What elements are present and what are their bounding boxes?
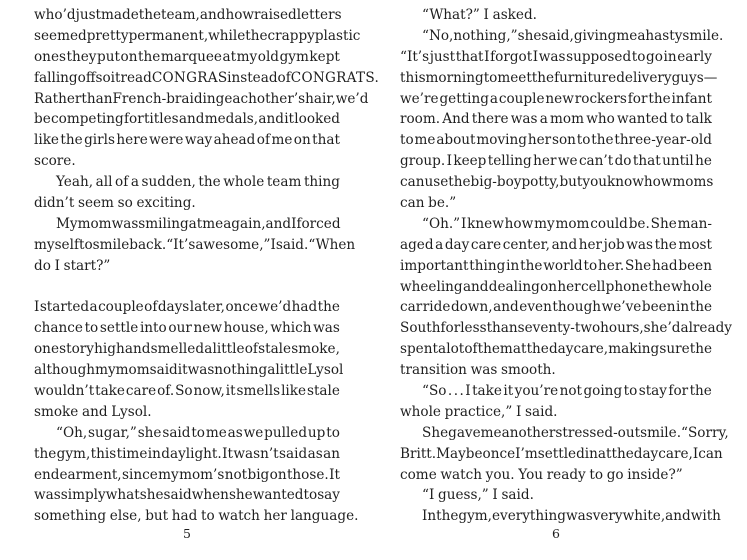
text-line: “Oh.” I knew how my mom could be. She man- bbox=[422, 215, 712, 232]
text-line: room. And there was a mom who wanted to talk bbox=[400, 111, 712, 128]
text-line: ones they put on the marquee at my old gym kept bbox=[34, 48, 340, 65]
text-line: can use the big-boy potty, but you know how moms bbox=[400, 174, 714, 191]
text-line: chance to settle into our new house, which was bbox=[34, 320, 340, 337]
text-line: like the girls here were way ahead of me on that bbox=[34, 132, 340, 149]
text-line: important thing in the world to her. She had been bbox=[400, 257, 712, 274]
text-line: Rather than French-braiding each other’s hair, we’d bbox=[34, 90, 369, 107]
text-line: something else, but had to watch her language. bbox=[34, 508, 359, 525]
text-line: falling off so it read CONGRA S instead of CONGRATS. bbox=[34, 69, 380, 86]
left-page-text bbox=[34, 5, 380, 527]
text-line: whole practice,” I said. bbox=[400, 403, 558, 420]
right-page bbox=[400, 0, 732, 560]
text-line: “Oh, sugar,” she said to me as we pulled up to bbox=[56, 424, 340, 441]
text-line: do I start?” bbox=[34, 257, 111, 274]
text-line: Yeah, all of a sudden, the whole team thing bbox=[56, 174, 340, 191]
text-line: My mom was smiling at me again, and I forced bbox=[56, 215, 341, 232]
left-page bbox=[34, 0, 380, 560]
text-line: to me about moving her son to the three-year-old bbox=[400, 132, 712, 149]
text-line: group. I keep telling her we can’t do that until he bbox=[400, 153, 712, 170]
text-line bbox=[34, 277, 340, 298]
text-line: I started a couple of days later, once we’d had the bbox=[34, 299, 340, 316]
right-page-number: 6 bbox=[552, 526, 560, 541]
text-line: come watch you. You ready to go inside?” bbox=[400, 466, 683, 483]
text-line: “No, nothing,” she said, giving me a hasty smile. bbox=[422, 27, 724, 44]
text-line: transition was smooth. bbox=[400, 362, 556, 379]
text-line: the gym, this time in daylight. It wasn’t said as an bbox=[34, 445, 340, 462]
text-line: “So . . . I take it you’re not going to stay for the bbox=[422, 383, 712, 400]
text-line: score. bbox=[34, 153, 76, 170]
text-line: aged a day care center, and her job was the most bbox=[400, 236, 712, 253]
text-line: seemed pretty permanent, while the crappy plastic bbox=[34, 27, 361, 44]
text-line: we’re getting a couple new rockers for the infant bbox=[400, 90, 712, 107]
text-line: can be.” bbox=[400, 195, 457, 212]
text-line: Britt. Maybe once I’m settled in at the day care, I can bbox=[400, 445, 723, 462]
text-line: was simply what she said when she wanted to say bbox=[34, 487, 340, 504]
text-line: “It’s just that I forgot I was supposed to go in early bbox=[400, 48, 712, 65]
text-line: although my mom said it was nothing a little Lysol bbox=[34, 362, 344, 379]
text-line: “I guess,” I said. bbox=[422, 487, 534, 504]
text-line: didn’t seem so exciting. bbox=[34, 195, 196, 212]
text-line: wheeling and dealing on her cell phone the whole bbox=[400, 278, 712, 295]
text-line: this morning to meet the furniture delivery guys— bbox=[400, 69, 718, 86]
text-line: She gave me another stressed-out smile. “Sorry, bbox=[422, 424, 729, 441]
left-page-number: 5 bbox=[183, 526, 191, 541]
text-line: smoke and Lysol. bbox=[34, 403, 152, 420]
text-line: South for less than seventy-two hours, she’d already bbox=[400, 320, 732, 337]
text-line: In the gym, everything was very white, and with bbox=[422, 508, 721, 525]
text-line: who’d just made the team, and how raised letters bbox=[34, 7, 342, 23]
right-page-text bbox=[400, 5, 732, 527]
text-line: myself to smile back. “It’s awesome,” I said. “When bbox=[34, 236, 356, 253]
text-line: wouldn’t take care of. So now, it smells like stale bbox=[34, 383, 340, 400]
text-line: endearment, since my mom’s not big on those. It bbox=[34, 466, 340, 483]
text-line: “What?” I asked. bbox=[422, 7, 537, 23]
text-line: one story high and smelled a little of stale smoke, bbox=[34, 341, 340, 358]
text-line: be competing for titles and medals, and it looked bbox=[34, 111, 340, 128]
text-line: spent a lot of them at the day care, making sure the bbox=[400, 341, 712, 358]
text-line: car ride down, and even though we’ve been in the bbox=[400, 299, 712, 316]
